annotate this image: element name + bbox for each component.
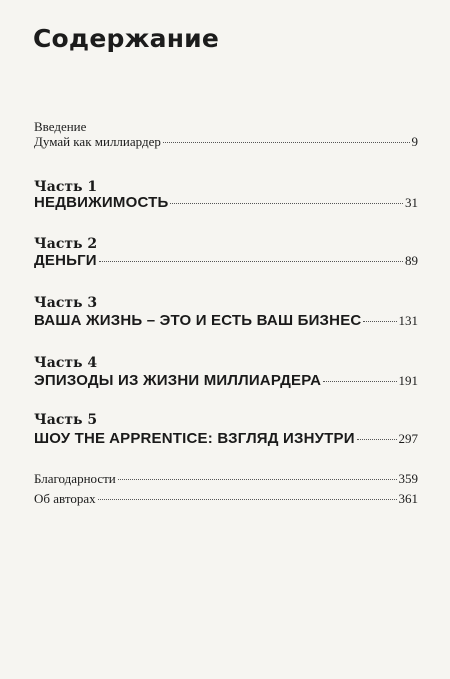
- part-1-label: Часть 1: [34, 179, 98, 195]
- dot-leader: [170, 203, 403, 204]
- bleed-through-text: [100, 150, 104, 168]
- toc-entry-part-4[interactable]: [34, 372, 418, 389]
- part-2-label: Часть 2: [34, 236, 98, 252]
- part-4-label: Часть 4: [34, 355, 98, 371]
- part-4-title: ЭПИЗОДЫ ИЗ ЖИЗНИ МИЛЛИАРДЕРА: [34, 372, 322, 389]
- toc-entry-page: 9: [411, 134, 418, 149]
- toc-entry-intro[interactable]: [34, 134, 418, 150]
- part-1-page: 31: [405, 195, 418, 210]
- dot-leader: [118, 479, 397, 480]
- part-3-title: ВАША ЖИЗНЬ – ЭТО И ЕСТЬ ВАШ БИЗНЕС: [34, 312, 362, 329]
- part-2-page: 89: [405, 253, 418, 268]
- toc-entry-title: Думай как миллиардер: [34, 134, 161, 149]
- part-3-page: 131: [398, 313, 418, 328]
- part-5-label: Часть 5: [34, 412, 98, 428]
- part-2-title: ДЕНЬГИ: [34, 252, 97, 269]
- toc-entry-acknowledgements[interactable]: [34, 471, 418, 487]
- toc-entry-part-1[interactable]: [34, 194, 418, 211]
- intro-label: Введение: [34, 119, 87, 134]
- toc-entry-page: 359: [398, 471, 418, 486]
- toc-entry-page: 361: [398, 491, 418, 506]
- page-title: Содержание: [33, 24, 220, 53]
- dot-leader: [98, 499, 397, 500]
- toc-entry-part-2[interactable]: [34, 252, 418, 269]
- toc-entry-part-3[interactable]: [34, 312, 418, 329]
- part-3-label: Часть 3: [34, 295, 98, 311]
- dot-leader: [163, 142, 410, 143]
- part-4-page: 191: [398, 373, 418, 388]
- dot-leader: [357, 439, 397, 440]
- toc-entry-title: Благодарности: [34, 471, 116, 486]
- part-5-page: 297: [398, 431, 418, 446]
- dot-leader: [363, 321, 396, 322]
- toc-entry-about-authors[interactable]: [34, 491, 418, 507]
- part-1-title: НЕДВИЖИМОСТЬ: [34, 194, 169, 211]
- dot-leader: [323, 381, 396, 382]
- toc-entry-part-5[interactable]: [34, 430, 418, 447]
- dot-leader: [99, 261, 403, 262]
- toc-entry-title: Об авторах: [34, 491, 96, 506]
- part-5-title: ШОУ THE APPRENTICE: ВЗГЛЯД ИЗНУТРИ: [34, 430, 355, 447]
